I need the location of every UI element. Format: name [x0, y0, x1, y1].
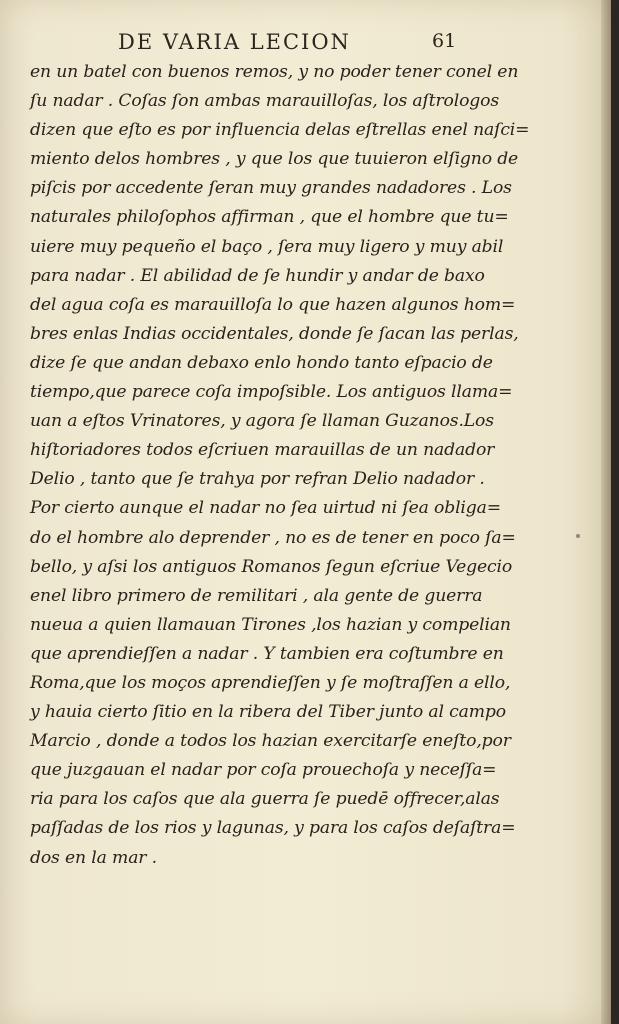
paper-speck [576, 534, 580, 538]
text-line: bres enlas Indias occidentales, donde ſe ſacan las perlas, [30, 323, 519, 344]
text-line: bello, y aſsi los antiguos Romanos ſegun eſcriue Vegecio [30, 556, 513, 577]
text-line: hiſtoriadores todos eſcriuen marauillas de un nadador [30, 440, 495, 461]
text-line: dize ſe que andan debaxo enlo hondo tanto eſpacio de [30, 352, 493, 373]
text-line: para nadar . El abilidad de ſe hundir y andar de baxo [30, 265, 485, 286]
page-number: 61 [432, 30, 457, 52]
text-line: naturales philoſophos affirman , que el hombre que tu= [30, 207, 509, 228]
text-line: que aprendieſſen a nadar . Y tambien era coſtumbre en [30, 643, 504, 664]
text-line: y hauia cierto ſitio en la ribera del Tiber junto al campo [30, 702, 506, 723]
text-line: dizen que eſto es por influencia delas eſtrellas enel naſci= [30, 120, 530, 141]
text-line: Roma,que los moços aprendieſſen y ſe moſtraſſen a ello, [30, 672, 511, 693]
text-line: do el hombre alo deprender , no es de tener en poco ſa= [30, 527, 516, 548]
text-line: piſcis por accedente ſeran muy grandes nadadores . Los [30, 178, 512, 199]
text-line: Delio , tanto que ſe trahya por refran Delio nadador . [30, 469, 485, 490]
text-line: tiempo,que parece coſa impoſsible. Los antiguos llama= [30, 382, 513, 403]
text-line: dos en la mar . [30, 847, 157, 868]
text-line: ſu nadar . Coſas ſon ambas marauilloſas, los aſtrologos [30, 91, 500, 112]
body-text [30, 58, 530, 873]
text-line: del agua coſa es marauilloſa lo que hazen algunos hom= [30, 294, 516, 315]
text-line: miento delos hombres , y que los que tuuieron elſigno de [30, 149, 519, 170]
running-title: DE VARIA LECION [118, 30, 351, 54]
page-header [0, 30, 611, 60]
text-line: ria para los caſos que ala guerra ſe puedē offrecer,alas [30, 789, 500, 810]
text-line: Por cierto aunque el nadar no ſea uirtud ni ſea obliga= [30, 498, 501, 519]
text-line: enel libro primero de remilitari , ala gente de guerra [30, 585, 483, 606]
text-line: que juzgauan el nadar por coſa prouechoſa y neceſſa= [30, 760, 497, 781]
text-line: Marcio , donde a todos los hazian exercitarſe eneſto,por [30, 731, 511, 752]
text-line: en un batel con buenos remos, y no poder tener conel en [30, 62, 519, 82]
text-line: nueua a quien llamauan Tirones ,los hazian y compelian [30, 614, 511, 635]
text-line: uan a eſtos Vrinatores, y agora ſe llaman Guzanos.Los [30, 411, 494, 432]
text-line: uiere muy pequeño el baço , ſera muy ligero y muy abil [30, 236, 504, 257]
text-line: paſſadas de los rios y lagunas, y para los caſos deſaſtra= [30, 818, 516, 839]
